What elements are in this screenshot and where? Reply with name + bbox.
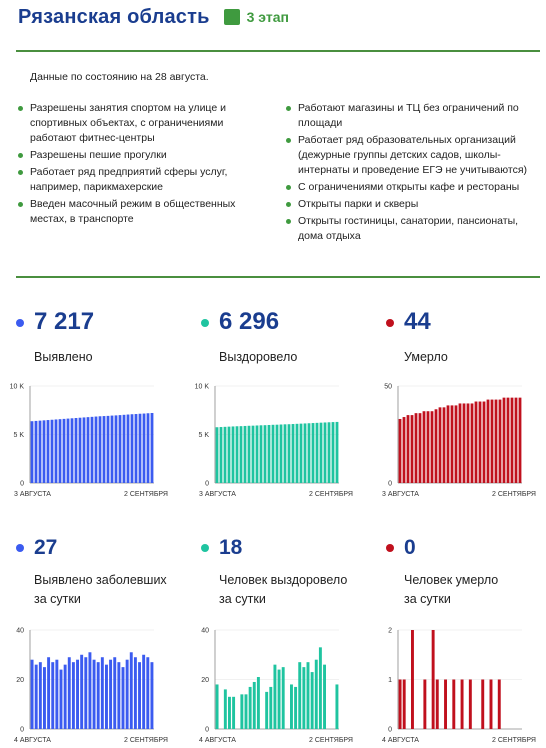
bar (487, 400, 490, 483)
bar (39, 662, 42, 729)
y-tick-label: 10 K (9, 383, 24, 391)
chart-daily-detected (4, 624, 174, 748)
stat-value: 27 (34, 536, 58, 559)
data-date-note: Данные по состоянию на 28 августа. (30, 71, 209, 83)
bar (80, 655, 83, 729)
bar (403, 680, 406, 730)
bar (459, 403, 462, 483)
stat-label: Выздоровело (219, 350, 298, 364)
y-tick-label: 0 (20, 726, 24, 734)
bar (224, 427, 227, 483)
measure-item (18, 197, 258, 227)
bar (312, 423, 315, 483)
bar (31, 660, 34, 729)
bar (427, 411, 430, 483)
daily-detected-dot-icon (16, 544, 24, 552)
stat-daily-detected (16, 536, 186, 612)
stat-label-line1: Человек выздоровело (219, 573, 348, 587)
bullet-icon (18, 202, 23, 207)
bar (479, 402, 482, 483)
stat-value: 44 (404, 308, 431, 335)
bar (51, 662, 54, 729)
measure-item (286, 133, 536, 178)
bar (335, 684, 338, 729)
chart-svg (189, 380, 359, 502)
stat-value: 18 (219, 536, 243, 559)
stat-daily-recovered (201, 536, 371, 612)
daily-recovered-dot-icon (201, 544, 209, 552)
y-tick-label: 20 (201, 677, 209, 684)
bar (280, 425, 283, 483)
y-tick-label: 0 (388, 480, 392, 488)
y-tick-label: 40 (16, 627, 24, 635)
stat-label-line2: за сутки (219, 592, 266, 606)
y-tick-label: 5 K (13, 432, 24, 439)
bar (107, 416, 110, 483)
measure-text: Разрешены пешие прогулки (30, 149, 167, 161)
bar (304, 423, 307, 483)
y-tick-label: 0 (205, 726, 209, 734)
bar (265, 692, 268, 729)
bar (99, 416, 102, 483)
chart-recovered-total (189, 380, 359, 502)
bar (308, 423, 311, 483)
bar (475, 402, 478, 483)
bar (423, 411, 426, 483)
x-end-label: 2 СЕНТЯБРЯ (124, 491, 168, 498)
bar (127, 415, 130, 483)
bar (245, 694, 248, 729)
bar (463, 403, 466, 483)
bullet-icon (18, 153, 23, 158)
bar (71, 418, 74, 483)
bar (298, 662, 301, 729)
bar (498, 680, 501, 730)
bar (324, 422, 327, 483)
stat-daily-died (386, 536, 536, 612)
bar (60, 670, 63, 729)
bar (282, 667, 285, 729)
bar (130, 652, 133, 729)
bar (495, 400, 498, 483)
bullet-icon (286, 202, 291, 207)
bar (55, 660, 58, 729)
bar (47, 420, 50, 483)
measure-item (286, 214, 536, 244)
bullet-icon (286, 138, 291, 143)
bullet-icon (286, 106, 291, 111)
chart-svg (189, 624, 359, 748)
bar (461, 680, 464, 730)
bar (403, 417, 406, 483)
stage-square-icon (224, 9, 240, 25)
bar (439, 407, 442, 483)
bar (447, 405, 450, 483)
bullet-icon (18, 106, 23, 111)
region-title: Рязанская область (18, 5, 210, 28)
bar (411, 415, 414, 483)
bar (216, 684, 219, 729)
x-end-label: 2 СЕНТЯБРЯ (309, 491, 353, 498)
y-tick-label: 20 (16, 677, 24, 684)
stat-value: 0 (404, 536, 416, 559)
bar (232, 426, 235, 483)
chart-daily-died (372, 624, 542, 748)
bar (51, 420, 54, 483)
bar (264, 425, 267, 483)
y-tick-label: 0 (205, 480, 209, 488)
x-end-label: 2 СЕНТЯБРЯ (309, 737, 353, 744)
chart-svg (4, 624, 174, 748)
x-start-label: 3 АВГУСТА (382, 491, 419, 498)
stage-indicator (224, 9, 289, 25)
bar (88, 652, 91, 729)
bar (43, 420, 46, 483)
y-tick-label: 0 (388, 726, 392, 734)
bar (147, 413, 150, 483)
bar (284, 424, 287, 483)
x-end-label: 2 СЕНТЯБРЯ (492, 491, 536, 498)
bar (76, 660, 79, 729)
x-end-label: 2 СЕНТЯБРЯ (124, 737, 168, 744)
bar (216, 427, 219, 483)
bar (83, 417, 86, 483)
bar (519, 398, 522, 483)
bar (244, 426, 247, 483)
bar (131, 414, 134, 483)
bar (109, 660, 112, 729)
bar (123, 415, 126, 483)
bar (64, 665, 67, 729)
chart-detected-total (4, 380, 174, 502)
stat-detected (16, 308, 186, 368)
bar (249, 687, 252, 729)
bar (248, 426, 251, 483)
bar (93, 660, 96, 729)
bar (481, 680, 484, 730)
detected-dot-icon (16, 319, 24, 327)
bar (336, 422, 339, 483)
bar (296, 424, 299, 483)
stat-label-line1: Человек умерло (404, 573, 499, 587)
bar (39, 421, 42, 483)
stat-label-line2: за сутки (34, 592, 81, 606)
bar (269, 687, 272, 729)
bar (224, 689, 227, 729)
daily-died-dot-icon (386, 544, 394, 552)
bar (319, 647, 322, 729)
stat-label: Умерло (404, 350, 448, 364)
bar (328, 422, 331, 483)
measure-item (18, 165, 258, 195)
bar (47, 657, 50, 729)
bar (300, 424, 303, 483)
bar (135, 414, 138, 483)
measure-text: Работает ряд образовательных организаций (дежурные группы детских садов, школы-интернаты и проведение ЕГЭ не учитываются) (298, 134, 528, 176)
bar (111, 416, 114, 483)
y-tick-label: 10 K (194, 383, 209, 391)
stat-label: Выявлено (34, 350, 93, 364)
x-start-label: 3 АВГУСТА (14, 491, 51, 498)
measure-item (286, 180, 536, 195)
bar (276, 425, 279, 483)
bar (72, 662, 75, 729)
bar (55, 419, 58, 483)
bar (511, 398, 514, 483)
bar (119, 415, 122, 483)
bar (490, 680, 493, 730)
bar (35, 665, 38, 729)
bar (113, 657, 116, 729)
measure-text: Введен масочный режим в общественных местах, в транспорте (30, 198, 236, 225)
bar (59, 419, 62, 483)
bar (419, 413, 422, 483)
bar (35, 421, 38, 483)
bar (415, 413, 418, 483)
chart-died-total (372, 380, 542, 502)
bar (455, 405, 458, 483)
bar (228, 697, 231, 729)
stat-value: 7 217 (34, 308, 95, 335)
bar (253, 682, 256, 729)
bar (467, 403, 470, 483)
bullet-icon (286, 219, 291, 224)
bar (435, 409, 438, 483)
bar (316, 423, 319, 483)
stat-label-line1: Выявлено заболевших (34, 573, 167, 587)
bar (302, 667, 305, 729)
stage-label: 3 этап (246, 9, 289, 25)
bar (294, 687, 297, 729)
bar (67, 419, 70, 483)
measure-item (286, 197, 536, 212)
x-end-label: 2 СЕНТЯБРЯ (492, 737, 536, 744)
bar (436, 680, 439, 730)
bullet-icon (18, 170, 23, 175)
bar (452, 680, 455, 730)
bar (503, 398, 506, 483)
bar (507, 398, 510, 483)
y-tick-label: 0 (20, 480, 24, 488)
bar (515, 398, 518, 483)
bar (399, 680, 402, 730)
measure-text: Работает ряд предприятий сферы услуг, например, парикмахерские (30, 166, 228, 193)
bar (95, 417, 98, 483)
bar (290, 684, 293, 729)
bar (115, 415, 118, 483)
bar (315, 660, 318, 729)
bar (68, 657, 71, 729)
bar (236, 426, 239, 483)
bar (126, 660, 129, 729)
stat-label-line2: за сутки (404, 592, 451, 606)
stat-died (386, 308, 536, 368)
bar (432, 630, 435, 729)
bar (240, 694, 243, 729)
measure-item (18, 148, 258, 163)
bar (97, 662, 100, 729)
y-tick-label: 2 (388, 627, 392, 635)
bar (117, 662, 120, 729)
bar (232, 697, 235, 729)
bar (138, 662, 141, 729)
x-start-label: 4 АВГУСТА (199, 737, 236, 744)
y-tick-label: 5 K (198, 432, 209, 439)
bar (257, 677, 260, 729)
bar (103, 416, 106, 483)
chart-svg (4, 380, 174, 502)
bar (268, 425, 271, 483)
bar (134, 657, 137, 729)
y-tick-label: 40 (201, 627, 209, 635)
bar (84, 657, 87, 729)
bar (483, 402, 486, 483)
bar (105, 665, 108, 729)
x-start-label: 4 АВГУСТА (14, 737, 51, 744)
bar (228, 427, 231, 483)
bar (311, 672, 314, 729)
bar (139, 414, 142, 483)
bar (151, 413, 154, 483)
bar (272, 425, 275, 483)
x-start-label: 3 АВГУСТА (199, 491, 236, 498)
measure-text: Разрешены занятия спортом на улице и спортивных объектах, с ограничениями работают фитнес-центры (30, 102, 226, 144)
bar (469, 680, 472, 730)
bar (240, 426, 243, 483)
bar (278, 670, 281, 729)
bar (471, 403, 474, 483)
bar (491, 400, 494, 483)
bar (142, 655, 145, 729)
bar (220, 427, 223, 483)
bar (91, 417, 94, 483)
bar (332, 422, 335, 483)
top-divider (16, 50, 540, 52)
bar (451, 405, 454, 483)
bar (122, 667, 125, 729)
stat-recovered (201, 308, 371, 368)
bar (31, 421, 34, 483)
bar (423, 680, 426, 730)
bar (273, 665, 276, 729)
y-tick-label: 50 (384, 383, 392, 391)
measure-item (18, 101, 258, 146)
bar (431, 411, 434, 483)
bar (79, 418, 82, 483)
measure-text: Работают магазины и ТЦ без ограничений по площади (298, 102, 519, 129)
bar (443, 407, 446, 483)
measures-list-right (286, 101, 536, 246)
stat-value: 6 296 (219, 308, 280, 335)
measure-text: Открыты гостиницы, санатории, пансионаты, дома отдыха (298, 215, 519, 242)
measure-item (286, 101, 536, 131)
bar (323, 665, 326, 729)
bar (444, 680, 447, 730)
bar (407, 415, 410, 483)
bar (75, 418, 78, 483)
chart-daily-recovered (189, 624, 359, 748)
bar (146, 657, 149, 729)
header (18, 4, 289, 30)
bar (43, 667, 46, 729)
bar (143, 414, 146, 483)
died-dot-icon (386, 319, 394, 327)
bar (63, 419, 66, 483)
bar (499, 400, 502, 483)
bar (101, 657, 104, 729)
measure-text: Открыты парки и скверы (298, 198, 419, 210)
bullet-icon (286, 185, 291, 190)
bar (307, 662, 310, 729)
bar (150, 662, 153, 729)
recovered-dot-icon (201, 319, 209, 327)
x-start-label: 4 АВГУСТА (382, 737, 419, 744)
bar (411, 630, 414, 729)
bar (292, 424, 295, 483)
middle-divider (16, 276, 540, 278)
y-tick-label: 1 (388, 677, 392, 684)
measures-list-left (18, 101, 258, 229)
measure-text: С ограничениями открыты кафе и рестораны (298, 181, 520, 193)
chart-svg (372, 624, 542, 748)
bar (260, 425, 263, 483)
bar (399, 419, 402, 483)
chart-svg (372, 380, 542, 502)
bar (87, 417, 90, 483)
bar (288, 424, 291, 483)
bar (252, 426, 255, 483)
bar (256, 425, 259, 483)
bar (320, 423, 323, 483)
